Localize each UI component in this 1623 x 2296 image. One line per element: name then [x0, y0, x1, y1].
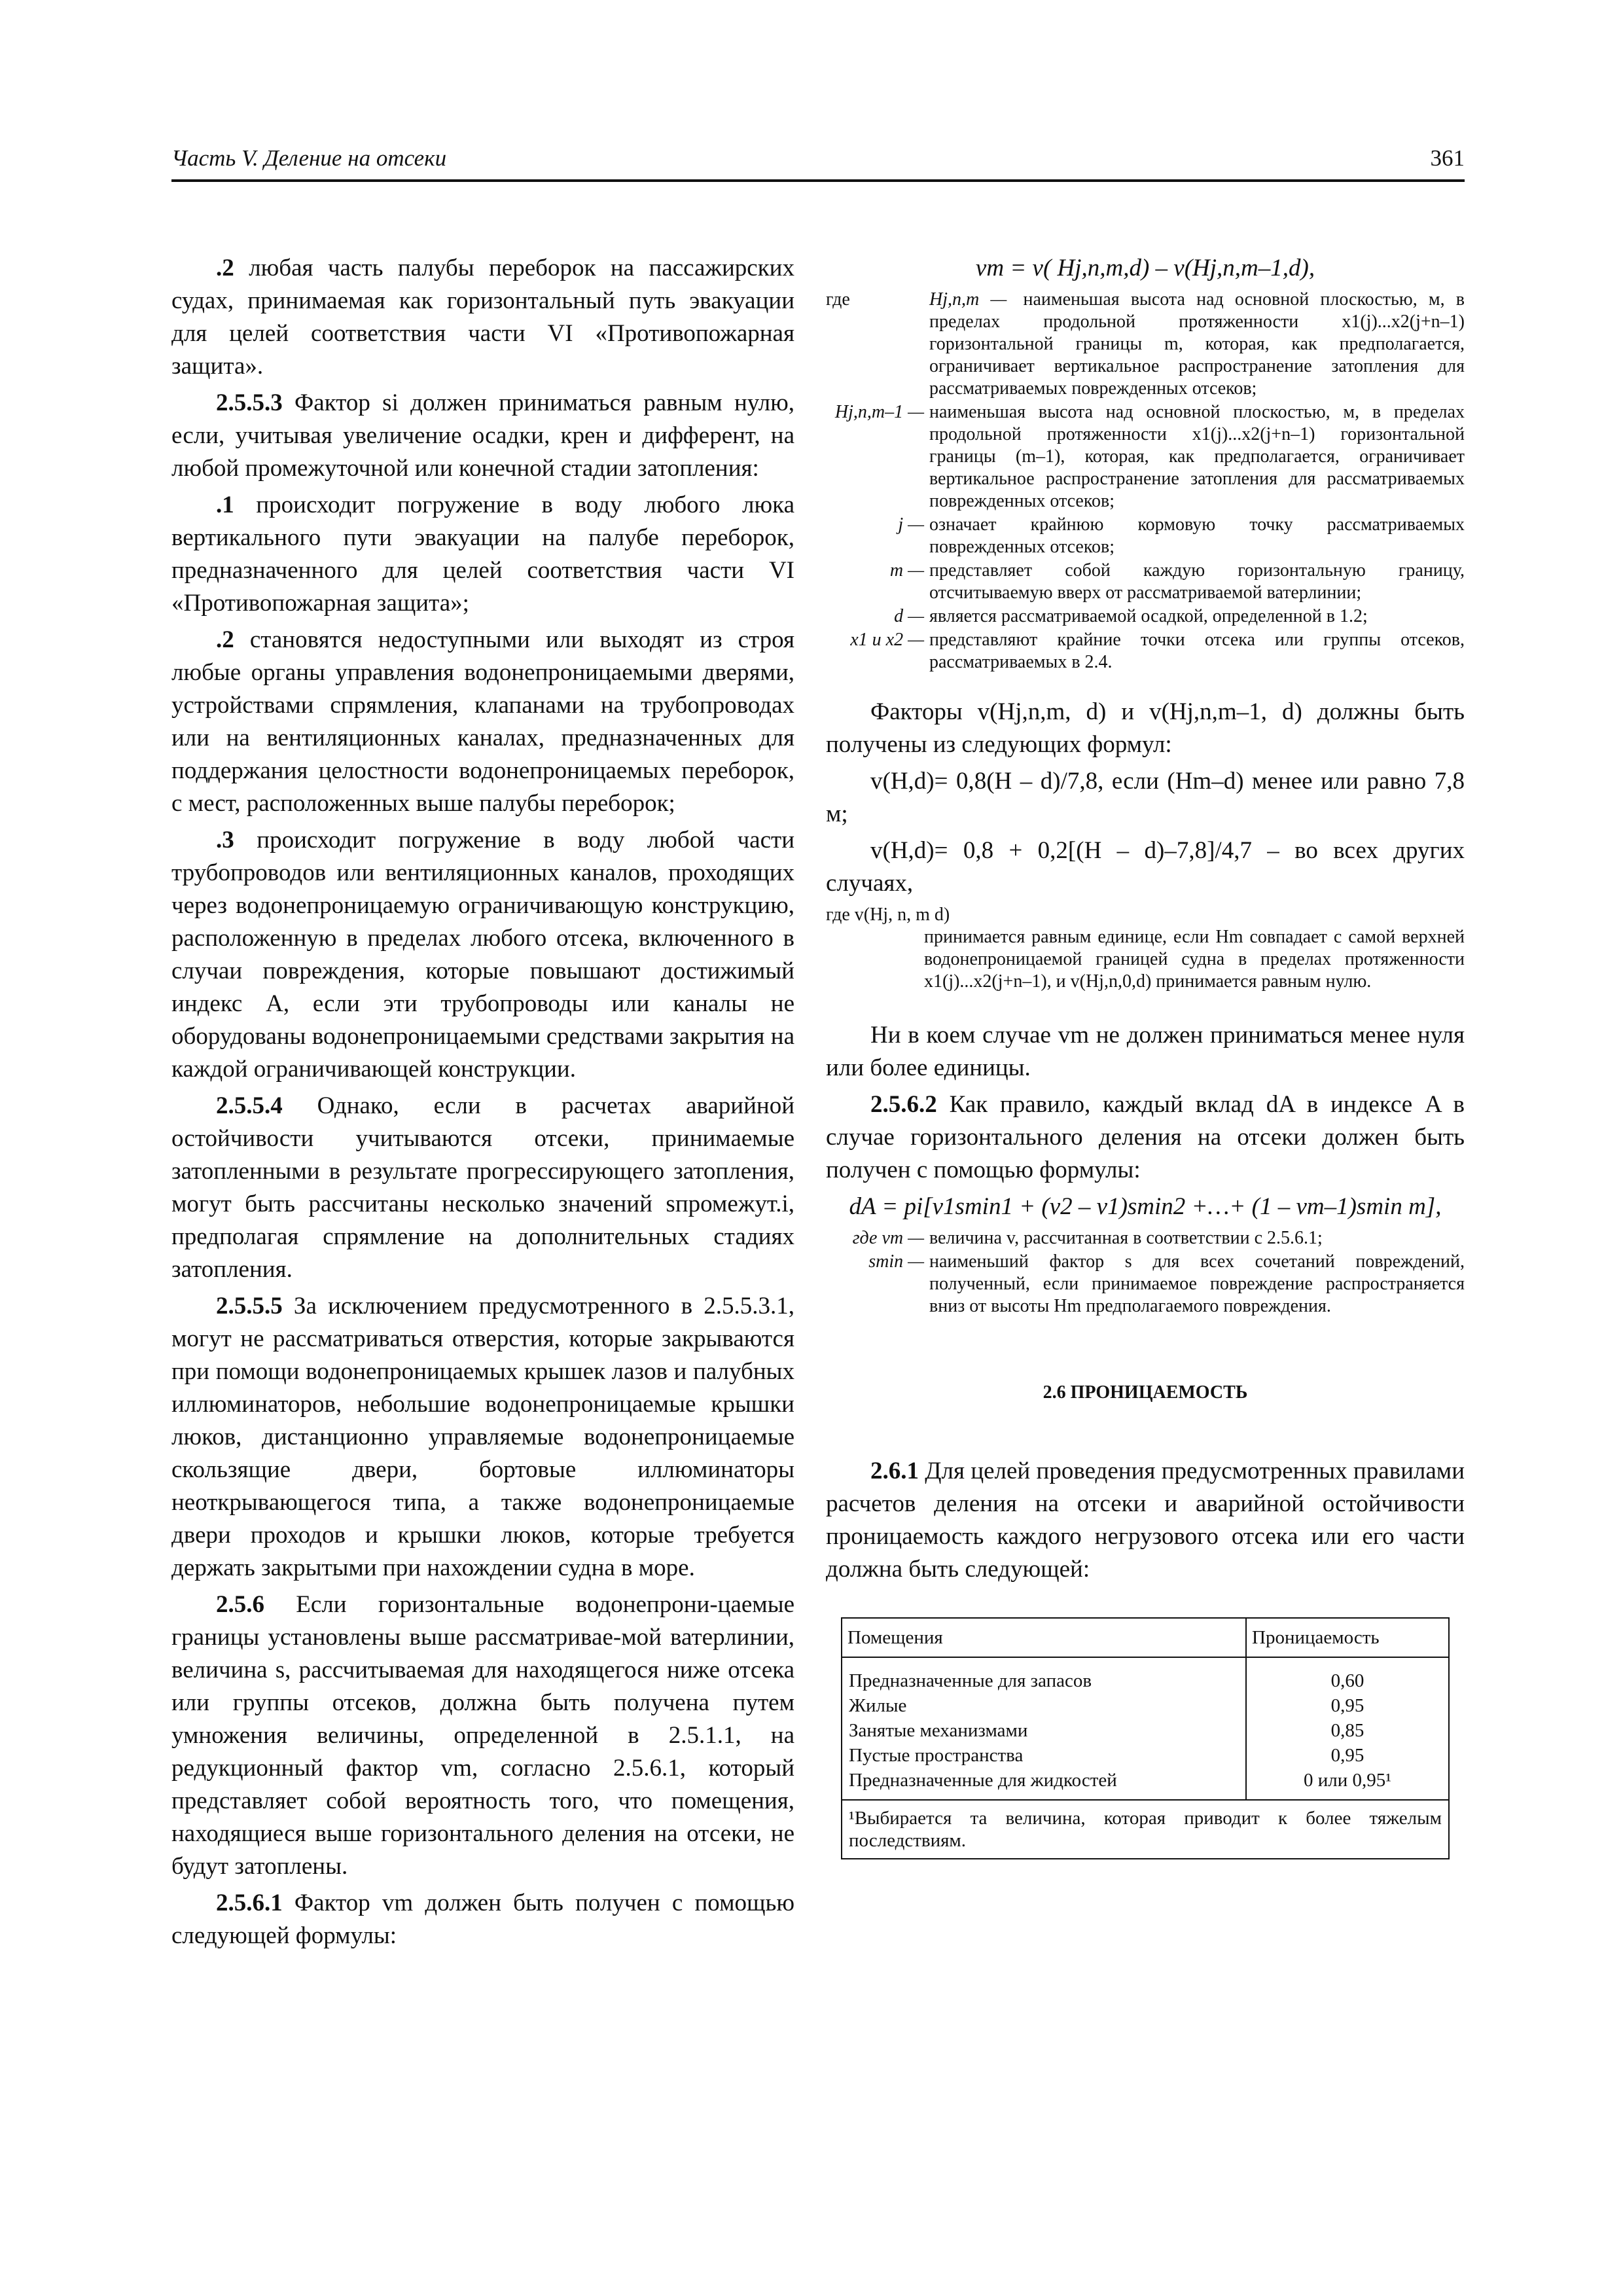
clause-number: 2.6.1 [870, 1458, 919, 1484]
item-number: .2 [216, 626, 234, 653]
definition-item [826, 401, 1465, 512]
definition-text: величина v, рассчитанная в соответствии с 2.5.6.1; [929, 1228, 1323, 1248]
right-column [826, 252, 1465, 1859]
table-cell: Предназначенные для жидкостей [842, 1768, 1246, 1800]
running-title: Часть V. Деление на отсеки [171, 145, 447, 171]
table-cell: 0,95 [1246, 1693, 1449, 1718]
paragraph-text: Фактор si должен приниматься равным нулю, если, учитывая увеличение осадки, крен и дифферент, на любой промежуточной или конечной стадии затопления: [171, 389, 794, 482]
table-cell: Занятые механизмами [842, 1718, 1246, 1743]
definitions-list [826, 289, 1465, 673]
paragraph-text: происходит погружение в воду любой части трубопроводов или вентиляционных каналов, проходящих через водонепроницаемую ограничивающую конструкцию, расположенную в пределах любого отсека, включенного в случаи повреждения, которые повышают достижимый индекс A, если эти трубопроводы или каналы не оборудованы водонепроницаемыми средствами закрытия на каждой ограничивающей конструкции. [171, 827, 794, 1083]
paragraph-text: любая часть палубы переборок на пассажирских судах, принимаемая как горизонтальный путь эвакуации для целей соответствия части VI «Противопожарная защита». [171, 255, 794, 380]
item-number: .2 [216, 255, 234, 281]
definition-text [929, 289, 1465, 400]
table-footnote: ¹Выбирается та величина, которая приводит к более тяжелым последствиям. [842, 1800, 1449, 1859]
definition-symbol: где vm — [852, 1228, 924, 1248]
paragraph-text: Фактор vm должен быть получен с помощью следующей формулы: [171, 1890, 794, 1949]
paragraph-text: За исключением предусмотренного в 2.5.5.3.1, могут не рассматриваться отверстия, которые закрываются при помощи водонепроницаемых крышек лазов и палубных иллюминаторов, небольшие водонепроницаемые крышки люков, дистанционно управляемые водонепроницаемые скользящие двери, бортовые иллюминаторы неоткрывающегося типа, а также водонепроницаемые двери проходов и крышки люков, которые требуется держать закрытыми при нахождении судна в море. [171, 1293, 794, 1581]
column-header: Проницаемость [1246, 1618, 1449, 1657]
definition-symbol [826, 289, 929, 400]
definition-item [826, 1227, 1465, 1249]
clause-number: 2.5.6.1 [216, 1890, 283, 1916]
table-cell: 0,60 [1246, 1657, 1449, 1693]
definition-symbol: j — [898, 514, 924, 535]
paragraph [171, 1290, 794, 1585]
paragraph [826, 1088, 1465, 1187]
clause-number: 2.5.5.5 [216, 1293, 283, 1319]
table-row [842, 1768, 1449, 1800]
table-footnote-row [842, 1800, 1449, 1859]
table-row [842, 1743, 1449, 1768]
definition-text: представляют крайние точки отсека или группы отсеков, рассматриваемых в 2.4. [929, 630, 1465, 672]
definition-item [826, 629, 1465, 673]
table-cell: 0,95 [1246, 1743, 1449, 1768]
note-text: принимается равным единице, если Hm совпадает с самой верхней водонепроницаемой границей судна в пределах протяженности x1(j)...x2(j+n–1), и v(Hj,n,0,d) принимается равным нулю. [924, 927, 1465, 992]
definition-symbol: Hj,n,m — [929, 289, 1007, 310]
left-column [171, 252, 794, 1956]
clause-number: 2.5.6.2 [870, 1091, 937, 1118]
paragraph [171, 1887, 794, 1952]
paragraph-text: Однако, если в расчетах аварийной остойчивости учитываются отсеки, принимаемые затопленными в результате прогрессирующего затопления, могут быть рассчитаны несколько значений sпромежут.i, предполагая спрямление на дополнительных стадиях затопления. [171, 1092, 794, 1283]
where-word: где [826, 289, 850, 310]
paragraph [171, 489, 794, 620]
item-number: .1 [216, 492, 234, 518]
definition-body: наименьшая высота над основной плоскостью, м, в пределах продольной протяженности x1(j)...x2(j+n–1) горизонтальной границы m, которая, как предполагается, ограничивает вертикальное распространение затопления для рассматриваемых поврежденных отсеков; [929, 289, 1465, 399]
definition-text: является рассматриваемой осадкой, определенной в 1.2; [929, 606, 1368, 626]
definition-symbol: Hj,n,m–1 — [834, 402, 924, 422]
definition-item [826, 514, 1465, 558]
definition-item [826, 1251, 1465, 1318]
paragraph: Ни в коем случае vm не должен приниматься менее нуля или более единицы. [826, 1022, 1465, 1081]
permeability-table [841, 1617, 1450, 1859]
note-lead: где v(Hj, n, m d) [826, 905, 950, 925]
table-cell: Пустые пространства [842, 1743, 1246, 1768]
definition-text: представляет собой каждую горизонтальную границу, отсчитываемую вверх от рассматриваемой ватерлинии; [929, 560, 1465, 603]
item-number: .3 [216, 827, 234, 853]
paragraph [171, 252, 794, 383]
table-header-row [842, 1618, 1449, 1657]
table-cell: Жилые [842, 1693, 1246, 1718]
formula-line: v(H,d)= 0,8 + 0,2[(H – d)–7,8]/4,7 – во всех других случаях, [826, 837, 1465, 897]
clause-number: 2.5.6 [216, 1591, 264, 1618]
table-cell: 0 или 0,95¹ [1246, 1768, 1449, 1800]
formula-note [826, 904, 1465, 993]
definition-text: наименьший фактор s для всех сочетаний повреждений, полученный, если принимаемое повреждение распространяется вниз от высоты Hm предполагаемого повреждения. [929, 1251, 1465, 1316]
definition-symbol: smin — [868, 1251, 924, 1272]
clause-number: 2.5.5.3 [216, 389, 283, 416]
paragraph-text: происходит погружение в воду любого люка вертикального пути эвакуации на палубе переборок, предназначенного для целей соответствия части VI «Противопожарная защита»; [171, 492, 794, 617]
definition-item [826, 560, 1465, 604]
table-row [842, 1718, 1449, 1743]
table-row [842, 1693, 1449, 1718]
definition-item [826, 605, 1465, 628]
definition-symbol: m — [889, 560, 924, 581]
table-row [842, 1657, 1449, 1693]
definition-text: означает крайнюю кормовую точку рассматриваемых поврежденных отсеков; [929, 514, 1465, 557]
formula-vm: vm = v( Hj,n,m,d) – v(Hj,n,m–1,d), [975, 255, 1315, 281]
formula-dA: dA = pi[v1smin1 + (v2 – v1)smin2 +…+ (1 – vm–1)smin m], [849, 1193, 1442, 1220]
clause-number: 2.5.5.4 [216, 1092, 283, 1119]
definition-item [826, 289, 1465, 400]
section-title: 2.6 ПРОНИЦАЕМОСТЬ [1043, 1382, 1248, 1403]
paragraph [171, 387, 794, 485]
paragraph [171, 1588, 794, 1883]
paragraph [171, 1090, 794, 1286]
paragraph [171, 624, 794, 820]
paragraph-text: становятся недоступными или выходят из строя любые органы управления водонепроницаемыми дверями, устройствами спрямления, клапанами на трубопроводах или на вентиляционных каналах, предназначенных для поддержания целостности водонепроницаемых переборок, с мест, расположенных выше палубы переборок; [171, 626, 794, 817]
table-cell: Предназначенные для запасов [842, 1657, 1246, 1693]
paragraph-text: Если горизонтальные водонепрони-цаемые границы установлены выше рассматривае-мой ватерлинии, величина s, рассчитываемая для находящегося ниже отсека или группы отсеков, должна быть получена путем умножения величины, определенной в 2.5.1.1, на редукционный фактор vm, согласно 2.5.6.1, который представляет собой вероятность того, что помещения, находящиеся выше горизонтального деления на отсеки, не будут затоплены. [171, 1591, 794, 1880]
paragraph [826, 1455, 1465, 1586]
column-header: Помещения [842, 1618, 1246, 1657]
definition-symbol: d — [894, 606, 924, 626]
definition-text: наименьшая высота над основной плоскостью, м, в пределах продольной протяженности x1(j)...x2(j+n–1) горизонтальной границы (m–1), которая, как предполагается, ограничивает вертикальное распространение затопления для рассматриваемых поврежденных отсеков; [929, 402, 1465, 511]
paragraph-text: Как правило, каждый вклад dA в индексе A в случае горизонтального деления на отсеки должен быть получен с помощью формулы: [826, 1091, 1465, 1183]
definitions-list-2 [826, 1227, 1465, 1318]
paragraph [171, 824, 794, 1086]
paragraph-text: Для целей проведения предусмотренных правилами расчетов деления на отсеки и аварийной остойчивости проницаемость каждого негрузового отсека или его части должна быть следующей: [826, 1458, 1465, 1583]
definition-symbol: x1 и x2 — [850, 630, 924, 650]
page-header [171, 145, 1465, 182]
paragraph: Факторы v(Hj,n,m, d) и v(Hj,n,m–1, d) должны быть получены из следующих формул: [826, 698, 1465, 758]
page-number: 361 [1430, 145, 1465, 171]
formula-line: v(H,d)= 0,8(H – d)/7,8, если (Hm–d) менее или равно 7,8 м; [826, 768, 1465, 827]
table-cell: 0,85 [1246, 1718, 1449, 1743]
